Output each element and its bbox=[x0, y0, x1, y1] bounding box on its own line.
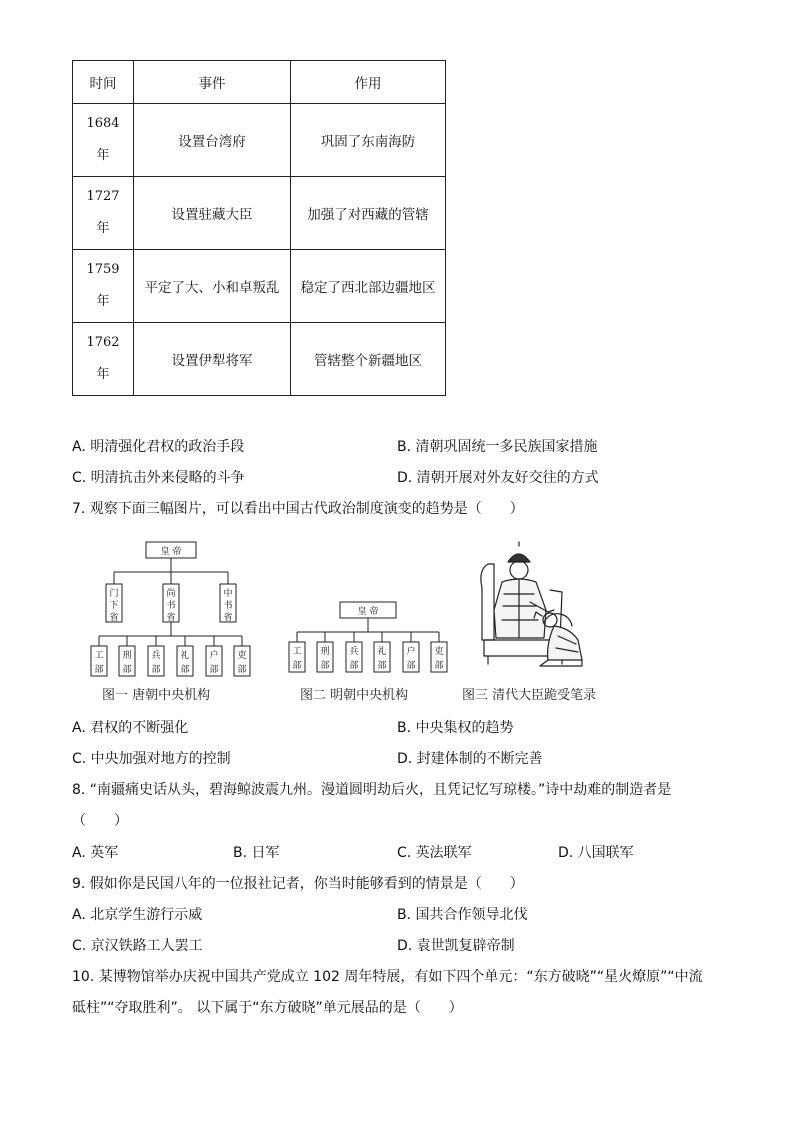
effect-cell: 稳定了西北部边疆地区 bbox=[291, 250, 446, 323]
q6-option-c: C. 明清抗击外来侵略的斗争 bbox=[72, 470, 245, 486]
q7-option-d: D. 封建体制的不断完善 bbox=[397, 751, 543, 767]
ming-ministry-label: 兵 bbox=[349, 647, 359, 657]
q8-stem-line1: 8. “南疆痛史话从头，碧海鲸波震九州。漫道圆明劫后火，且凭记忆写琼楼。”诗中劫难的制造者是 bbox=[72, 782, 672, 798]
q8-option-a: A. 英军 bbox=[72, 845, 119, 861]
q8-stem-line2: （ ） bbox=[72, 813, 128, 829]
fig1-caption: 图一 唐朝中央机构 bbox=[102, 688, 211, 703]
tang-menxia-char2: 下 bbox=[109, 601, 119, 611]
header-effect: 作用 bbox=[291, 61, 446, 104]
tang-ministry-label: 部 bbox=[180, 665, 190, 675]
tang-zhongshu-char3: 省 bbox=[223, 613, 233, 623]
ming-org-chart bbox=[284, 598, 454, 678]
header-event: 事件 bbox=[134, 61, 291, 104]
q10-stem-line2: 砥柱”“夺取胜利”。 以下属于“东方破晓”单元展品的是（ ） bbox=[72, 1000, 463, 1016]
q7-option-c: C. 中央加强对地方的控制 bbox=[72, 751, 231, 767]
header-time: 时间 bbox=[73, 61, 134, 104]
tang-ministry-label: 礼 bbox=[180, 651, 190, 661]
event-cell: 平定了大、小和卓叛乱 bbox=[134, 250, 291, 323]
ming-ministry-label: 工 bbox=[292, 647, 302, 657]
ming-ministry-label: 部 bbox=[292, 661, 302, 671]
effect-cell: 巩固了东南海防 bbox=[291, 104, 446, 177]
tang-ministry-label: 工 bbox=[94, 651, 104, 661]
fig2-caption: 图二 明朝中央机构 bbox=[300, 688, 409, 703]
tang-shangshu-char1: 尚 bbox=[166, 589, 176, 599]
tang-org-chart bbox=[86, 538, 256, 680]
effect-cell: 管辖整个新疆地区 bbox=[291, 323, 446, 396]
qing-minister-illustration bbox=[470, 540, 592, 672]
tang-ministry-label: 部 bbox=[151, 665, 161, 675]
table-header-row bbox=[73, 61, 446, 104]
tang-ministry-label: 部 bbox=[122, 665, 132, 675]
q9-option-b: B. 国共合作领导北伐 bbox=[397, 907, 528, 923]
table-row bbox=[73, 250, 446, 323]
ming-emperor-label: 皇 帝 bbox=[357, 607, 379, 617]
q9-option-c: C. 京汉铁路工人罢工 bbox=[72, 938, 203, 954]
tang-ministry-label: 户 bbox=[209, 651, 219, 661]
table-row bbox=[73, 323, 446, 396]
fig3-caption: 图三 清代大臣跪受笔录 bbox=[462, 688, 597, 703]
ming-ministry-label: 礼 bbox=[377, 647, 387, 657]
table-row bbox=[73, 104, 446, 177]
ming-ministry-label: 部 bbox=[349, 661, 359, 671]
q9-option-a: A. 北京学生游行示威 bbox=[72, 907, 203, 923]
effect-cell: 加强了对西藏的管辖 bbox=[291, 177, 446, 250]
tang-ministry-label: 刑 bbox=[122, 651, 132, 661]
events-table bbox=[72, 60, 446, 396]
ming-ministry-label: 部 bbox=[320, 661, 330, 671]
q7-option-a: A. 君权的不断强化 bbox=[72, 720, 189, 736]
tang-zhongshu-char1: 中 bbox=[223, 589, 233, 599]
tang-ministry-label: 部 bbox=[237, 665, 247, 675]
tang-menxia-char1: 门 bbox=[109, 589, 119, 599]
tang-shangshu-char3: 省 bbox=[166, 613, 176, 623]
q6-option-a: A. 明清强化君权的政治手段 bbox=[72, 439, 245, 455]
ming-ministry-label: 吏 bbox=[434, 647, 444, 657]
year-cell: 1727 年 bbox=[73, 177, 134, 250]
tang-ministry-label: 兵 bbox=[151, 651, 161, 661]
q7-option-b: B. 中央集权的趋势 bbox=[397, 720, 514, 736]
q8-option-c: C. 英法联军 bbox=[397, 845, 472, 861]
q10-stem-line1: 10. 某博物馆举办庆祝中国共产党成立 102 周年特展，有如下四个单元：“东方破晓”“星火燎原”“中流 bbox=[72, 969, 703, 985]
tang-shangshu-char2: 书 bbox=[166, 601, 176, 611]
tang-zhongshu-char2: 书 bbox=[223, 601, 233, 611]
q8-option-d: D. 八国联军 bbox=[558, 845, 634, 861]
q6-option-b: B. 清朝巩固统一多民族国家措施 bbox=[397, 439, 598, 455]
year-cell: 1762 年 bbox=[73, 323, 134, 396]
q7-stem: 7. 观察下面三幅图片，可以看出中国古代政治制度演变的趋势是（ ） bbox=[72, 501, 524, 517]
event-cell: 设置伊犁将军 bbox=[134, 323, 291, 396]
tang-ministry-label: 部 bbox=[94, 665, 104, 675]
ming-ministry-label: 户 bbox=[406, 647, 416, 657]
q9-stem: 9. 假如你是民国八年的一位报社记者，你当时能够看到的情景是（ ） bbox=[72, 876, 524, 892]
event-cell: 设置驻藏大臣 bbox=[134, 177, 291, 250]
tang-ministry-label: 部 bbox=[209, 665, 219, 675]
table-row bbox=[73, 177, 446, 250]
q8-option-b: B. 日军 bbox=[233, 845, 280, 861]
tang-ministry-label: 吏 bbox=[237, 651, 247, 661]
year-cell: 1759 年 bbox=[73, 250, 134, 323]
tang-emperor-label: 皇 帝 bbox=[160, 547, 182, 557]
q9-option-d: D. 袁世凯复辟帝制 bbox=[397, 938, 515, 954]
ming-ministry-label: 部 bbox=[406, 661, 416, 671]
q6-option-d: D. 清朝开展对外友好交往的方式 bbox=[397, 470, 599, 486]
year-cell: 1684 年 bbox=[73, 104, 134, 177]
ming-ministry-label: 部 bbox=[434, 661, 444, 671]
event-cell: 设置台湾府 bbox=[134, 104, 291, 177]
tang-menxia-char3: 省 bbox=[109, 613, 119, 623]
ming-ministry-label: 部 bbox=[377, 661, 387, 671]
ming-ministry-label: 刑 bbox=[320, 647, 330, 657]
